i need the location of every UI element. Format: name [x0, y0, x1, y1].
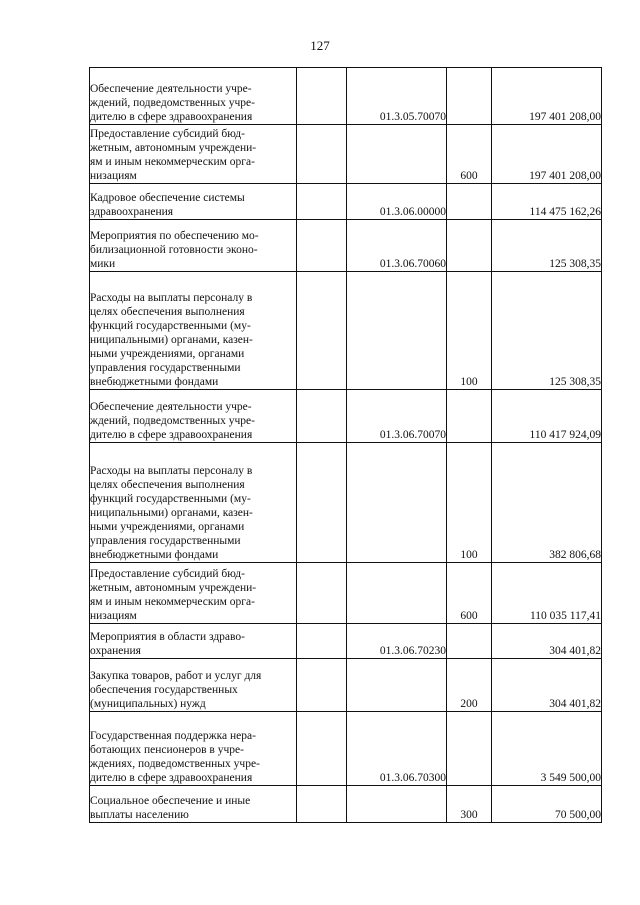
empty-cell: [297, 624, 347, 659]
row-amount: 304 401,82: [492, 624, 602, 659]
row-type: 100: [447, 443, 492, 563]
row-amount: 125 308,35: [492, 272, 602, 390]
row-name-cell: [90, 68, 297, 125]
table-row: [90, 443, 602, 563]
row-name: Социальное обеспечение и иные выплаты населению: [90, 795, 251, 821]
row-name-cell: [90, 563, 297, 624]
table-row: [90, 68, 602, 125]
table-row: [90, 390, 602, 443]
row-type: 100: [447, 272, 492, 390]
table-row: [90, 272, 602, 390]
row-amount: 70 500,00: [492, 786, 602, 823]
row-name: Расходы на выплаты персоналу в целях обеспечения выполнения функций государственными (му- ниципальными) органами, казен- ными учреждениями, органами управления государственными внебюджетными фондами: [90, 465, 253, 561]
row-type: [447, 220, 492, 272]
empty-cell: [297, 786, 347, 823]
row-code: 01.3.06.70060: [347, 220, 447, 272]
row-name: Расходы на выплаты персоналу в целях обеспечения выполнения функций государственными (му- ниципальными) органами, казен- ными учреждениями, органами управления государственными внебюджетными фондами: [90, 292, 253, 388]
empty-cell: [297, 443, 347, 563]
table-row: [90, 563, 602, 624]
row-code: [347, 786, 447, 823]
empty-cell: [297, 272, 347, 390]
row-name: Обеспечение деятельности учре- ждений, подведомственных учре- дителю в сфере здравоохранения: [90, 83, 255, 123]
row-type: [447, 184, 492, 220]
empty-cell: [297, 184, 347, 220]
row-code: [347, 659, 447, 712]
row-code: 01.3.05.70070: [347, 68, 447, 125]
row-type: [447, 68, 492, 125]
table-row: [90, 125, 602, 184]
row-name-cell: [90, 184, 297, 220]
row-code: 01.3.06.70300: [347, 712, 447, 786]
row-name-cell: [90, 220, 297, 272]
table-row: [90, 184, 602, 220]
row-amount: 304 401,82: [492, 659, 602, 712]
row-name: Обеспечение деятельности учре- ждений, подведомственных учре- дителю в сфере здравоохранения: [90, 401, 255, 441]
page-number: 127: [310, 38, 330, 53]
row-name: Государственная поддержка нера- ботающих пенсионеров в учре- ждениях, подведомственных учре- дителю в сфере здравоохранения: [90, 730, 260, 784]
row-type: [447, 390, 492, 443]
row-name-cell: [90, 624, 297, 659]
empty-cell: [297, 68, 347, 125]
table-row: [90, 659, 602, 712]
row-name: Предоставление субсидий бюд- жетным, автономным учреждени- ям и иным некоммерческим орга- низациям: [90, 128, 257, 182]
row-code: [347, 125, 447, 184]
empty-cell: [297, 659, 347, 712]
row-code: [347, 443, 447, 563]
row-amount: 110 035 117,41: [492, 563, 602, 624]
row-amount: 110 417 924,09: [492, 390, 602, 443]
row-name: Мероприятия в области здраво- охранения: [90, 631, 245, 657]
row-name: Мероприятия по обеспечению мо- билизационной готовности эконо- мики: [90, 230, 259, 270]
row-code: [347, 272, 447, 390]
row-amount: 197 401 208,00: [492, 125, 602, 184]
table-row: [90, 712, 602, 786]
row-amount: 3 549 500,00: [492, 712, 602, 786]
row-code: 01.3.06.70230: [347, 624, 447, 659]
row-type: 600: [447, 125, 492, 184]
row-type: [447, 624, 492, 659]
row-name-cell: [90, 272, 297, 390]
row-name-cell: [90, 443, 297, 563]
row-name-cell: [90, 712, 297, 786]
table-row: [90, 624, 602, 659]
empty-cell: [297, 712, 347, 786]
row-code: [347, 563, 447, 624]
table-row: [90, 786, 602, 823]
row-name-cell: [90, 786, 297, 823]
row-type: 200: [447, 659, 492, 712]
row-name: Предоставление субсидий бюд- жетным, автономным учреждени- ям и иным некоммерческим орга- низациям: [90, 568, 257, 622]
row-name-cell: [90, 125, 297, 184]
empty-cell: [297, 125, 347, 184]
row-amount: 125 308,35: [492, 220, 602, 272]
row-type: 300: [447, 786, 492, 823]
row-amount: 114 475 162,26: [492, 184, 602, 220]
row-name: Закупка товаров, работ и услуг для обеспечения государственных (муниципальных) нужд: [90, 670, 262, 710]
empty-cell: [297, 563, 347, 624]
row-code: 01.3.06.00000: [347, 184, 447, 220]
budget-table: [89, 67, 602, 823]
table-row: [90, 220, 602, 272]
row-name-cell: [90, 659, 297, 712]
row-amount: 197 401 208,00: [492, 68, 602, 125]
row-name: Кадровое обеспечение системы здравоохранения: [90, 192, 245, 218]
row-type: [447, 712, 492, 786]
row-code: 01.3.06.70070: [347, 390, 447, 443]
empty-cell: [297, 220, 347, 272]
row-type: 600: [447, 563, 492, 624]
row-amount: 382 806,68: [492, 443, 602, 563]
row-name-cell: [90, 390, 297, 443]
empty-cell: [297, 390, 347, 443]
